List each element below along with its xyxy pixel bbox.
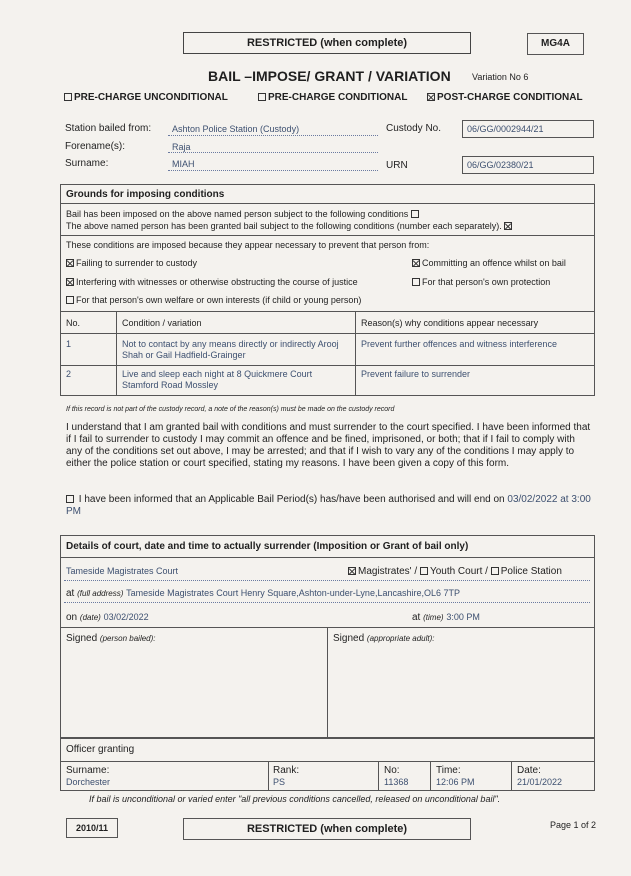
forename-label: Forename(s): bbox=[65, 141, 126, 152]
table-col-line-1 bbox=[116, 311, 117, 396]
version-box bbox=[66, 818, 118, 838]
on-label: on bbox=[66, 612, 78, 623]
opt-surrender-label: Failing to surrender to custody bbox=[76, 258, 198, 268]
officer-divider bbox=[60, 761, 595, 762]
station-underline bbox=[168, 135, 378, 136]
opt-protection-label: For that person's own protection bbox=[422, 277, 551, 287]
surname-label: Surname: bbox=[65, 158, 109, 169]
bail-type-pre-cond[interactable] bbox=[258, 92, 407, 104]
grounds-title-divider bbox=[60, 203, 595, 204]
court-name: Tameside Magistrates Court bbox=[66, 566, 179, 576]
officer-no: 11368 bbox=[384, 777, 409, 787]
table-header-condition: Condition / variation bbox=[122, 318, 202, 328]
table-header-reason: Reason(s) why conditions appear necessary bbox=[361, 318, 539, 328]
officer-col-3 bbox=[430, 761, 431, 791]
surrender-time: 3:00 PM bbox=[446, 612, 480, 622]
table-top-line bbox=[60, 311, 595, 312]
opt-police-station: Police Station bbox=[500, 566, 562, 577]
officer-title: Officer granting bbox=[66, 744, 135, 755]
applicable-bail-text: I have been informed that an Applicable Bail Period(s) has/have been authorised and will end on bbox=[78, 494, 505, 505]
grounds-divider-2 bbox=[60, 235, 595, 236]
checkbox-icon[interactable] bbox=[66, 495, 74, 503]
urn-label: URN bbox=[386, 160, 408, 171]
checkbox-icon bbox=[64, 93, 72, 101]
custody-label: Custody No. bbox=[386, 123, 442, 134]
opt-witness[interactable] bbox=[66, 277, 358, 288]
opt-youth-court: Youth Court bbox=[429, 566, 483, 577]
grounds-line-2 bbox=[66, 221, 514, 232]
checked-box-icon bbox=[427, 93, 435, 101]
signed-person-bailed[interactable] bbox=[66, 633, 156, 645]
court-type-options: Magistrates' / Youth Court / Police Station bbox=[348, 566, 562, 578]
station-value: Ashton Police Station (Custody) bbox=[172, 124, 300, 134]
surrender-time-line bbox=[412, 612, 480, 624]
forename-value: Raja bbox=[172, 142, 191, 152]
officer-rank: PS bbox=[273, 777, 286, 787]
page-number: Page 1 of 2 bbox=[550, 820, 597, 830]
officer-no-label: No: bbox=[384, 765, 400, 776]
table-header-no: No. bbox=[66, 318, 81, 328]
surrender-date-line bbox=[66, 612, 149, 624]
signed-label: Signed bbox=[333, 633, 365, 644]
address-underline bbox=[64, 602, 590, 603]
table-row-reason: Prevent failure to surrender bbox=[361, 369, 471, 379]
officer-col-2 bbox=[378, 761, 379, 791]
unconditional-note: If bail is unconditional or varied enter "all previous conditions cancelled, released on unconditional bail". bbox=[89, 794, 501, 804]
checkbox-icon[interactable] bbox=[411, 210, 419, 218]
officer-box bbox=[60, 738, 595, 791]
opt-witness-label: Interfering with witnesses or otherwise obstructing the course of justice bbox=[76, 277, 358, 287]
surname-value: MIAH bbox=[172, 159, 195, 169]
custody-record-note: If this record is not part of the custody record, a note of the reason(s) must be made on the custody record bbox=[66, 406, 395, 413]
signed-appropriate-adult[interactable] bbox=[333, 633, 435, 645]
officer-time-label: Time: bbox=[436, 765, 461, 776]
restricted-header-box bbox=[183, 32, 471, 54]
bail-type-label: PRE-CHARGE UNCONDITIONAL bbox=[74, 92, 228, 103]
applicable-bail-period bbox=[66, 494, 592, 518]
signed-sub-label: (appropriate adult): bbox=[366, 634, 435, 643]
table-row-no: 1 bbox=[66, 339, 72, 349]
table-row-no: 2 bbox=[66, 369, 72, 379]
bail-type-label: POST-CHARGE CONDITIONAL bbox=[437, 92, 583, 103]
court-underline bbox=[64, 580, 590, 581]
variation-number: Variation No 6 bbox=[472, 72, 529, 82]
surrender-date: 03/02/2022 bbox=[103, 612, 149, 622]
form-code-box bbox=[527, 33, 584, 55]
station-label: Station bailed from: bbox=[65, 123, 152, 134]
opt-welfare[interactable] bbox=[66, 295, 361, 306]
opt-protection[interactable] bbox=[412, 277, 550, 288]
bail-type-post-cond[interactable] bbox=[427, 92, 583, 104]
opt-welfare-label: For that person's own welfare or own interests (if child or young person) bbox=[76, 295, 362, 305]
at-label: at bbox=[66, 588, 75, 599]
table-row-condition: Live and sleep each night at 8 Quickmere Court Stamford Road Mossley bbox=[122, 369, 313, 390]
officer-col-1 bbox=[268, 761, 269, 791]
opt-offence[interactable] bbox=[412, 258, 566, 269]
officer-surname: Dorchester bbox=[66, 777, 111, 787]
signed-label: Signed bbox=[66, 633, 98, 644]
checkbox-icon[interactable] bbox=[420, 567, 428, 575]
checked-box-icon bbox=[66, 278, 74, 286]
opt-surrender[interactable] bbox=[66, 258, 197, 269]
checked-box-icon bbox=[412, 259, 420, 267]
surrender-title-divider bbox=[60, 557, 595, 558]
time-label: (time) bbox=[423, 613, 444, 622]
form-code: MG4A bbox=[541, 38, 570, 49]
officer-date: 21/01/2022 bbox=[517, 777, 563, 787]
table-row-line bbox=[60, 365, 595, 366]
opt-magistrates: Magistrates' bbox=[358, 566, 412, 577]
sign-col-line bbox=[327, 627, 328, 738]
surrender-title: Details of court, date and time to actually surrender (Imposition or Grant of bail only) bbox=[66, 541, 469, 552]
form-version: 2010/11 bbox=[75, 823, 109, 833]
restricted-footer-box bbox=[183, 818, 471, 840]
grounds-line-2-text: The above named person has been granted bail subject to the following conditions (number each separately). bbox=[66, 221, 502, 231]
checked-box-icon[interactable] bbox=[348, 567, 356, 575]
officer-surname-label: Surname: bbox=[66, 765, 110, 776]
officer-date-label: Date: bbox=[517, 765, 541, 776]
custody-value: 06/GG/0002944/21 bbox=[467, 124, 544, 134]
table-row-reason: Prevent further offences and witness interference bbox=[361, 339, 557, 349]
table-row-condition: Not to contact by any means directly or indirectly Arooj Shah or Gail Hadfield-Grainger bbox=[122, 339, 339, 360]
at-time-label: at bbox=[412, 612, 421, 623]
grounds-line-3: These conditions are imposed because they appear necessary to prevent that person from: bbox=[66, 240, 430, 250]
court-address: Tameside Magistrates Court Henry Square,Ashton-under-Lyne,Lancashire,OL6 7TP bbox=[126, 588, 460, 598]
officer-col-4 bbox=[511, 761, 512, 791]
surname-underline bbox=[168, 170, 378, 171]
checked-box-icon bbox=[66, 259, 74, 267]
grounds-line-1-text: Bail has been imposed on the above named person subject to the following conditions bbox=[66, 209, 409, 219]
grounds-title: Grounds for imposing conditions bbox=[66, 189, 225, 200]
checkbox-icon bbox=[412, 278, 420, 286]
urn-box bbox=[462, 156, 594, 174]
checked-box-icon[interactable] bbox=[504, 222, 512, 230]
restricted-footer: RESTRICTED (when complete) bbox=[246, 823, 408, 835]
grounds-line-1 bbox=[66, 209, 421, 220]
address-line bbox=[66, 588, 460, 600]
bail-type-label: PRE-CHARGE CONDITIONAL bbox=[268, 92, 408, 103]
officer-rank-label: Rank: bbox=[273, 765, 300, 776]
table-col-line-2 bbox=[355, 311, 356, 396]
applicable-bail-date: 03/02/2022 at 3:00 PM bbox=[66, 494, 591, 517]
opt-offence-label: Committing an offence whilst on bail bbox=[422, 258, 566, 268]
urn-value: 06/GG/02380/21 bbox=[467, 160, 534, 170]
signed-sub-label: (person bailed): bbox=[99, 634, 156, 643]
checkbox-icon bbox=[258, 93, 266, 101]
bail-type-pre-uncond[interactable] bbox=[64, 92, 228, 104]
table-header-line bbox=[60, 333, 595, 334]
date-label: (date) bbox=[79, 613, 101, 622]
forename-underline bbox=[168, 152, 378, 153]
checkbox-icon bbox=[66, 296, 74, 304]
restricted-header: RESTRICTED (when complete) bbox=[246, 37, 408, 49]
officer-time: 12:06 PM bbox=[436, 777, 475, 787]
form-title: BAIL –IMPOSE/ GRANT / VARIATION bbox=[208, 68, 451, 84]
checkbox-icon[interactable] bbox=[491, 567, 499, 575]
custody-box bbox=[462, 120, 594, 138]
understanding-statement: I understand that I am granted bail with conditions and must surrender to the court specified. I have been informed that if I fail to surrender to custody I may commit an offence and be fined, imprisoned, or both; that if I fail to comply with any of the conditions set out above, I may be arrested; and that if I wish to vary any of the conditions I may apply to either the police station or court specified, stating my reasons. I have been given a copy of this form. bbox=[66, 422, 591, 469]
full-address-label: (full address) bbox=[77, 589, 124, 598]
